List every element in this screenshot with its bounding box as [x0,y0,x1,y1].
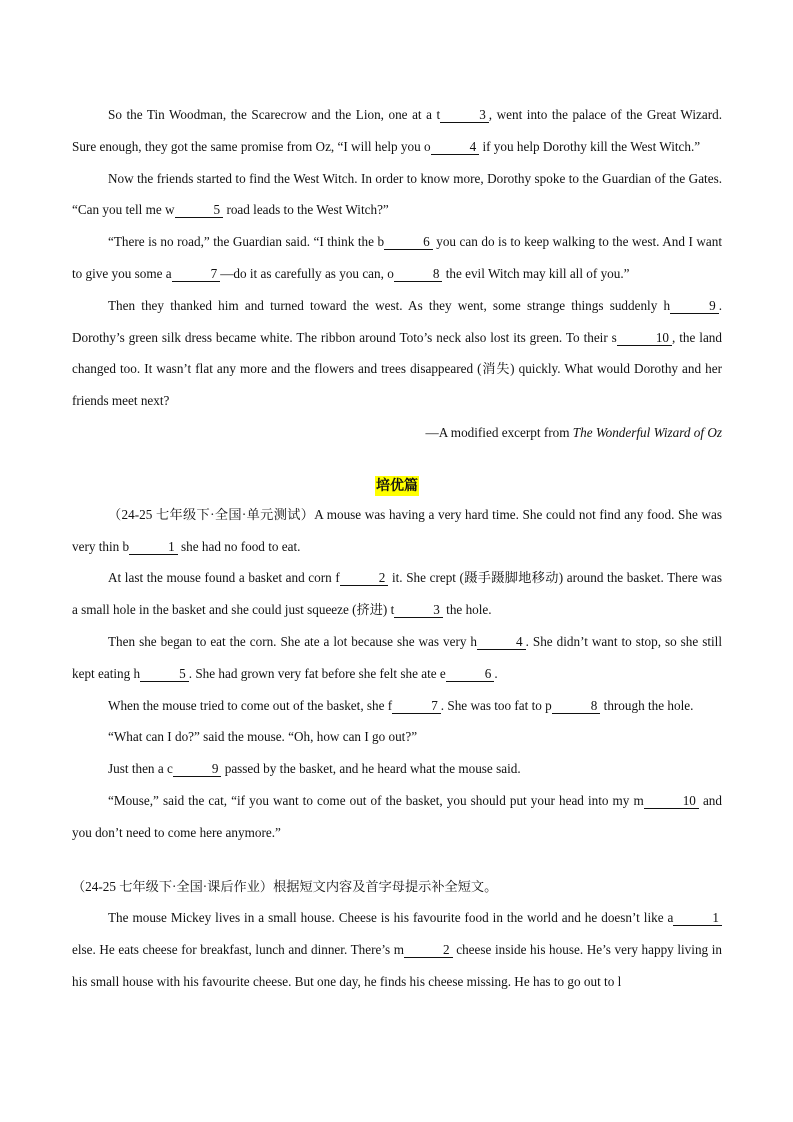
text: Just then a c [108,761,173,777]
text: , the land changed too. It wasn’t flat any more and the flowers and trees disappeared (消失) quickly. What would Dorothy and her friends meet next? [72,329,722,409]
spacer [72,849,722,871]
text: When the mouse tried to come out of the basket, she f [108,697,393,713]
text: the evil Witch may kill all of you.” [442,265,630,281]
paragraph [72,690,722,722]
text: “There is no road,” the Guardian said. “I think the b [108,234,385,250]
paragraph [72,226,722,290]
text: Now the friends started to find the West Witch. In order to know more, Dorothy spoke to the Guardian of the Gates. “Can you tell me w [72,170,722,218]
blank-5[interactable]: 5 [175,202,224,218]
text: the hole. [442,602,492,618]
blank-7[interactable]: 7 [172,266,221,282]
text: （24-25 七年级下·全国·单元测试）A mouse was having a very hard time. She could not find any food. She was very thin b [72,506,722,554]
blank-4[interactable]: 4 [431,139,480,155]
blank-7[interactable]: 7 [392,698,441,714]
paragraph [72,99,722,163]
blank-2[interactable]: 2 [340,570,389,586]
blank-8[interactable]: 8 [394,266,443,282]
blank-3[interactable]: 3 [394,602,443,618]
blank-9[interactable]: 9 [173,761,222,777]
text: . She was too fat to p [440,697,552,713]
blank-1[interactable]: 1 [673,910,722,926]
text: The mouse Mickey lives in a small house. Cheese is his favourite food in the world and he doesn’t like a [108,910,674,926]
text: she had no food to eat. [177,538,301,554]
paragraph [72,499,722,563]
paragraph [72,626,722,690]
blank-8[interactable]: 8 [552,698,601,714]
text: you can do is to keep walking to the west. And I want to give you some a [72,234,722,281]
source-title: The Wonderful Wizard of Oz [572,424,722,440]
blank-2[interactable]: 2 [404,942,453,958]
paragraph [72,902,722,997]
text: and you don’t need to come here anymore.” [72,792,722,840]
text: “Mouse,” said the cat, “if you want to come out of the basket, you should put your head into my m [108,792,644,808]
blank-4[interactable]: 4 [477,634,526,650]
blank-9[interactable]: 9 [670,298,719,314]
paragraph [72,163,722,227]
text: cheese inside his house. He’s very happy living in his small house with his favourite cheese. But one day, he finds his cheese missing. He has to go out to l [72,942,722,989]
text: . [494,665,498,681]
section-heading: 培优篇 [376,477,418,494]
section-heading-wrap [72,473,722,499]
blank-6[interactable]: 6 [384,234,433,250]
paragraph: “What can I do?” said the mouse. “Oh, how can I go out?” [108,729,418,745]
blank-10[interactable]: 10 [617,330,672,346]
source-citation [72,417,722,449]
paragraph [72,753,722,785]
text: So the Tin Woodman, the Scarecrow and the Lion, one at a t [108,107,441,122]
text: . Dorothy’s green silk dress became white. The ribbon around Toto’s neck also lost its green. To their s [72,297,722,345]
text: . She didn’t want to stop, so she still kept eating h [72,633,723,681]
text: . She had grown very fat before she felt she ate e [188,665,446,681]
paragraph [72,785,722,849]
text: else. He eats cheese for breakfast, lunch and dinner. There’s m [72,942,405,958]
text: passed by the basket, and he heard what the mouse said. [221,761,521,777]
document-content [72,99,722,998]
blank-5[interactable]: 5 [140,666,189,682]
text: if you help Dorothy kill the West Witch.” [479,138,701,154]
text: Then they thanked him and turned toward the west. As they went, some strange things suddenly h [108,297,671,313]
text: road leads to the West Witch?” [223,202,389,218]
instruction: （24-25 七年级下·全国·课后作业）根据短文内容及首字母提示补全短文。 [72,878,498,894]
text: —do it as carefully as you can, o [220,265,394,281]
blank-10[interactable]: 10 [644,793,699,809]
paragraph [72,562,722,626]
blank-1[interactable]: 1 [129,539,178,555]
text: , went into the palace of the Great Wizard. Sure enough, they got the same promise from Oz, “I will help you o [72,107,722,154]
blank-6[interactable]: 6 [446,666,495,682]
paragraph [72,290,722,417]
blank-3[interactable]: 3 [440,107,489,123]
text: through the hole. [600,697,694,713]
text: Then she began to eat the corn. She ate a lot because she was very h [108,633,478,649]
source-prefix: —A modified excerpt from [425,424,573,440]
text: At last the mouse found a basket and corn f [108,570,340,586]
text: it. She crept (蹑手蹑脚地移动) around the basket. There was a small hole in the basket and she could just squeeze (挤进) t [72,570,723,618]
